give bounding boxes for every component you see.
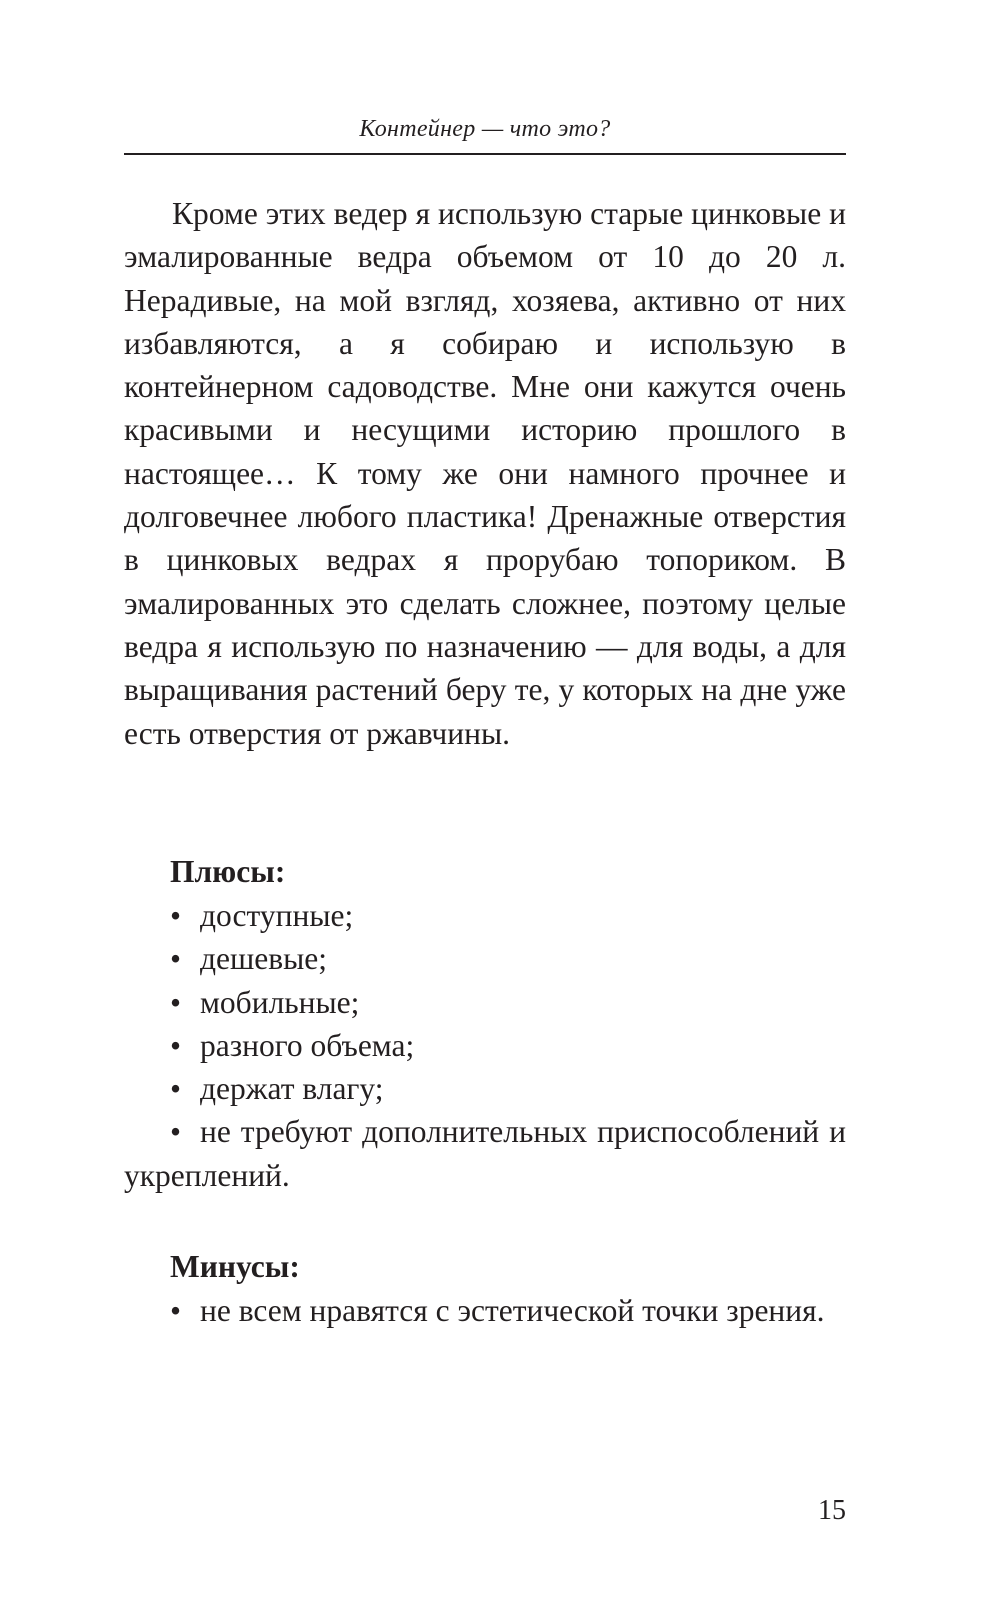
header-divider bbox=[124, 153, 846, 155]
cons-heading: Минусы: bbox=[170, 1249, 300, 1284]
bullet-icon: • bbox=[170, 1071, 182, 1107]
pros-heading: Плюсы: bbox=[170, 854, 286, 889]
pros-item bbox=[124, 1110, 846, 1197]
bullet-icon: • bbox=[170, 1293, 182, 1328]
pros-list bbox=[124, 894, 846, 1197]
pros-item bbox=[124, 1067, 846, 1110]
body-paragraph: Кроме этих ведер я использую старые цинковые и эмалированные ведра объемом от 10 до 20 л. Нерадивые, на мой взгляд, хозяева, активно от них избавляются, а я собираю и использую в контейнерном садоводстве. Мне они кажутся очень красивыми и несущими историю прошлого в настоящее… К тому же они намного прочнее и долговечнее любого пластика! Дренажные отверстия в цинковых ведрах я прорубаю топориком. В эмалированных это сделать сложнее, поэтому целые ведра я использую по назначению — для воды, а для выращивания растений беру те, у которых на дне уже есть отверстия от ржавчины. bbox=[124, 196, 846, 751]
page-number: 15 bbox=[818, 1495, 846, 1526]
pros-item-text: дешевые; bbox=[200, 941, 328, 977]
pros-item-text: держат влагу; bbox=[200, 1071, 384, 1107]
pros-item-text: мобильные; bbox=[200, 984, 360, 1020]
bullet-icon: • bbox=[170, 898, 182, 933]
bullet-icon: • bbox=[170, 1114, 182, 1150]
pros-item bbox=[124, 1024, 846, 1067]
pros-item-text: доступные; bbox=[200, 898, 354, 933]
pros-item bbox=[124, 894, 846, 937]
bullet-icon: • bbox=[170, 941, 182, 977]
running-head-title: Контейнер — что это? bbox=[359, 116, 611, 142]
pros-item bbox=[124, 937, 846, 980]
pros-item-text: не требуют дополнительных приспособлений и укреплений. bbox=[124, 1114, 846, 1193]
bullet-icon: • bbox=[170, 984, 182, 1020]
cons-list bbox=[124, 1289, 846, 1332]
pros-item bbox=[124, 981, 846, 1024]
bullet-icon: • bbox=[170, 1027, 182, 1063]
cons-item bbox=[124, 1289, 846, 1332]
pros-item-text: разного объема; bbox=[200, 1027, 415, 1063]
cons-item-text: не всем нравятся с эстетической точки зрения. bbox=[200, 1293, 825, 1328]
